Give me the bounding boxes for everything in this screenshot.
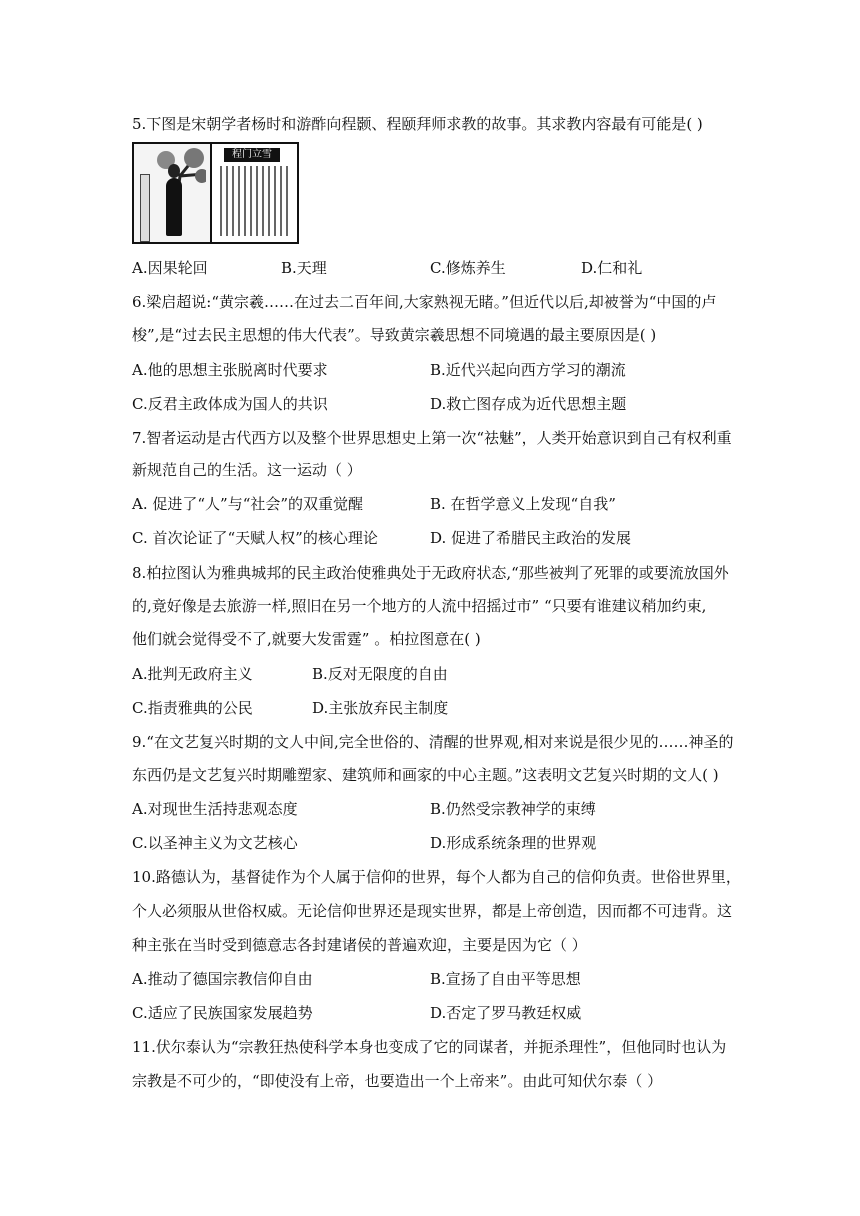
illustration-text-block (220, 166, 290, 236)
q6-stem-line-2: 梭”,是“过去民主思想的伟大代表”。导致黄宗羲思想不同境遇的最主要原因是( ) (132, 326, 657, 344)
illustration-text-panel (212, 144, 297, 242)
q6-option-d: D.救亡图存成为近代思想主题 (430, 395, 627, 413)
q7-option-d: D. 促进了希腊民主政治的发展 (430, 529, 632, 547)
q9-stem-line-2: 东西仍是文艺复兴时期雕塑家、建筑师和画家的中心主题。”这表明文艺复兴时期的文人( ) (132, 766, 719, 784)
q6-stem-line-1: 6.梁启超说:“黄宗羲……在过去二百年间,大家熟视无睹。”但近代以后,却被誉为“中国的卢 (132, 293, 717, 311)
q10-stem-line-2: 个人必须服从世俗权威。无论信仰世界还是现实世界，都是上帝创造，因而都不可违背。这 (132, 902, 733, 920)
q7-stem-line-1: 7.智者运动是古代西方以及整个世界思想史上第一次“祛魅”，人类开始意识到自己有权利重 (132, 429, 732, 447)
q8-stem-line-3: 他们就会觉得受不了,就要大发雷霆” 。柏拉图意在( ) (132, 630, 481, 648)
illustration-title: 程门立雪 (224, 148, 280, 162)
q11-stem-line-1: 11.伏尔泰认为“宗教狂热使科学本身也变成了它的同谋者，并扼杀理性”，但他同时也认为 (132, 1038, 727, 1056)
q8-option-a: A.批判无政府主义 (132, 665, 253, 683)
q11-stem-line-2: 宗教是不可少的，“即使没有上帝，也要造出一个上帝来”。由此可知伏尔泰（ ） (132, 1072, 663, 1090)
q9-stem-line-1: 9.“在文艺复兴时期的文人中间,完全世俗的、清醒的世界观,相对来说是很少见的……神圣的 (132, 733, 734, 751)
q8-stem-line-2: 的,竟好像是去旅游一样,照旧在另一个地方的人流中招摇过市” “只要有谁建议稍加约束, (132, 597, 707, 615)
illustration-scene (134, 144, 212, 242)
q10-option-b: B.宣扬了自由平等思想 (430, 970, 581, 988)
scholar-head-icon (168, 164, 180, 178)
q9-option-a: A.对现世生活持悲观态度 (132, 800, 298, 818)
q7-stem-line-2: 新规范自己的生活。这一运动（ ） (132, 461, 362, 479)
q8-stem-line-1: 8.柏拉图认为雅典城邦的民主政治使雅典处于无政府状态,“那些被判了死罪的或要流放国外 (132, 564, 729, 582)
q10-stem-line-3: 种主张在当时受到德意志各封建诸侯的普遍欢迎，主要是因为它（ ） (132, 936, 587, 954)
q5-illustration (132, 142, 299, 244)
q10-option-a: A.推动了德国宗教信仰自由 (132, 970, 313, 988)
q8-option-b: B.反对无限度的自由 (312, 665, 448, 683)
pillar-icon (140, 174, 150, 242)
q9-option-d: D.形成系统条理的世界观 (430, 834, 597, 852)
q9-option-c: C.以圣神主义为文艺核心 (132, 834, 298, 852)
q8-option-d: D.主张放弃民主制度 (312, 699, 449, 717)
q10-stem-line-1: 10.路德认为，基督徒作为个人属于信仰的世界，每个人都为自己的信仰负责。世俗世界里， (132, 868, 741, 886)
q6-option-a: A.他的思想主张脱离时代要求 (132, 361, 328, 379)
q10-option-d: D.否定了罗马教廷权威 (430, 1004, 582, 1022)
q9-option-b: B.仍然受宗教神学的束缚 (430, 800, 596, 818)
q5-option-c: C.修炼养生 (430, 259, 506, 277)
q7-option-a: A. 促进了“人”与“社会”的双重觉醒 (132, 495, 364, 513)
q8-option-c: C.指责雅典的公民 (132, 699, 253, 717)
q5-option-d: D.仁和礼 (581, 259, 643, 277)
q5-option-b: B.天理 (281, 259, 327, 277)
q7-option-b: B. 在哲学意义上发现“自我” (430, 495, 616, 513)
q6-option-c: C.反君主政体成为国人的共识 (132, 395, 328, 413)
q5-stem: 5.下图是宋朝学者杨时和游酢向程颢、程颐拜师求教的故事。其求教内容最有可能是( ) (132, 115, 703, 133)
q5-option-a: A.因果轮回 (132, 259, 208, 277)
q7-option-c: C. 首次论证了“天赋人权”的核心理论 (132, 529, 378, 547)
scholar-figure-icon (166, 178, 182, 236)
q6-option-b: B.近代兴起向西方学习的潮流 (430, 361, 626, 379)
q10-option-c: C.适应了民族国家发展趋势 (132, 1004, 313, 1022)
